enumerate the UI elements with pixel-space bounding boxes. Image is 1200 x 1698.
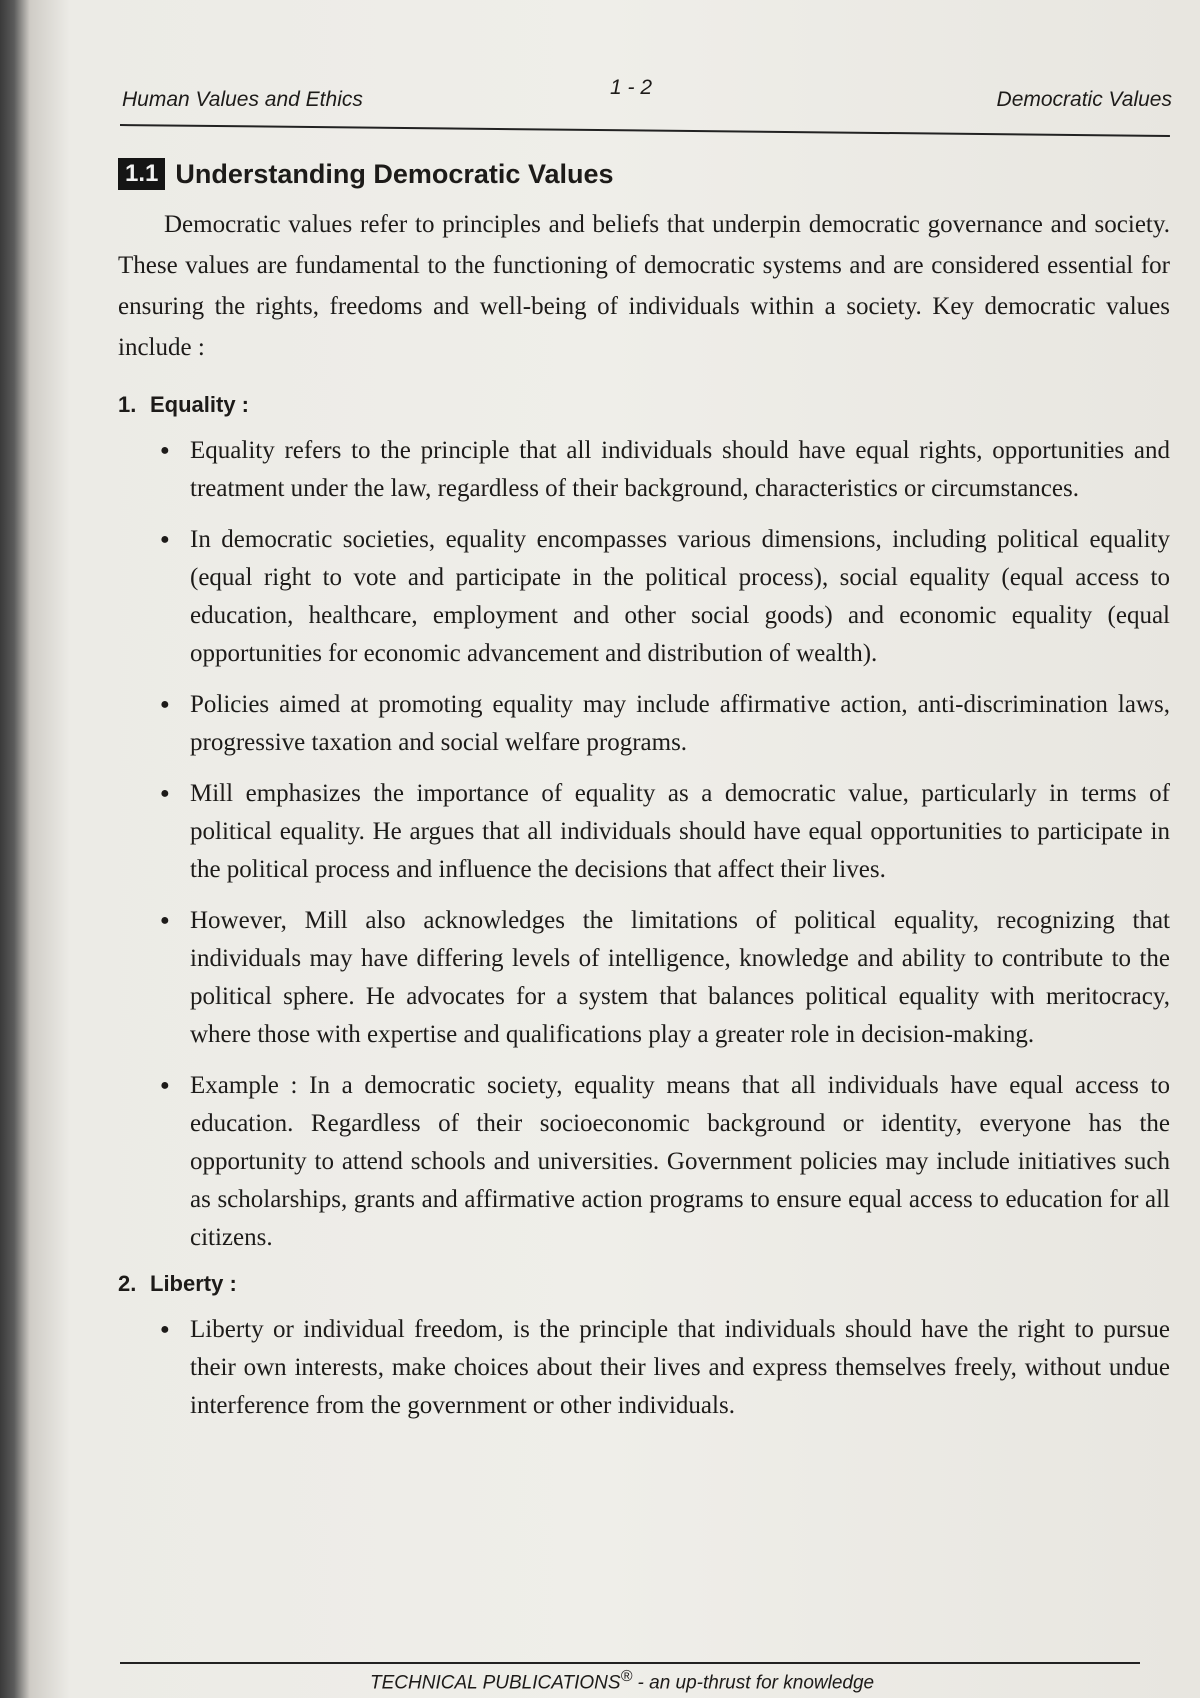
page-number: 1 - 2 bbox=[610, 76, 653, 99]
bullet-item: ● Example : In a democratic society, equality means that all individuals have equal access to education. Regardless of their socioeconomic background or identity, everyone has the opportunity to attend schools and universities. Government policies may include initiatives such as scholarships, grants and affirmative action programs to ensure equal access to education for all citizens. bbox=[168, 1067, 1170, 1257]
bullet-item: ● Liberty or individual freedom, is the principle that individuals should have the right to pursue their own interests, make choices about their lives and express themselves freely, without undue interference from the government or other individuals. bbox=[168, 1311, 1170, 1425]
item-number: 1. bbox=[118, 392, 137, 417]
section-title: Understanding Democratic Values bbox=[175, 158, 614, 189]
header-book-title: Human Values and Ethics bbox=[122, 88, 363, 111]
page-content bbox=[118, 158, 1170, 1438]
publisher-footer bbox=[370, 1668, 874, 1694]
running-header bbox=[122, 70, 1172, 130]
bullet-item: ● In democratic societies, equality encompasses various dimensions, including political equality (equal right to vote and participate in the political process), social equality (equal access to education, healthcare, employment and other social goods) and economic equality (equal opportunities for economic advancement and distribution of wealth). bbox=[168, 521, 1170, 673]
item-heading-liberty bbox=[118, 1271, 1170, 1297]
bullet-item: ● Mill emphasizes the importance of equality as a democratic value, particularly in terms of political equality. He argues that all individuals should have equal opportunities to participate in the political process and influence the decisions that affect their lives. bbox=[168, 775, 1170, 889]
section-heading bbox=[118, 158, 1170, 190]
bullet-item: ● However, Mill also acknowledges the limitations of political equality, recognizing that individuals may have differing levels of intelligence, knowledge and ability to contribute to the political sphere. He advocates for a system that balances political equality with meritocracy, where those with expertise and qualifications play a greater role in decision-making. bbox=[168, 902, 1170, 1054]
intro-paragraph: Democratic values refer to principles and beliefs that underpin democratic governance and society. These values are fundamental to the functioning of democratic systems and are considered essential for ensuring the rights, freedoms and well-being of individuals within a society. Key democratic values include : bbox=[118, 211, 1170, 361]
header-chapter-title: Democratic Values bbox=[996, 88, 1172, 111]
liberty-bullet-list bbox=[118, 1311, 1170, 1425]
section-number: 1.1 bbox=[118, 158, 165, 190]
item-title: Liberty : bbox=[150, 1271, 237, 1296]
footer-divider bbox=[120, 1662, 1140, 1664]
registered-mark: ® bbox=[620, 1668, 633, 1685]
bullet-item: ● Equality refers to the principle that all individuals should have equal rights, opportunities and treatment under the law, regardless of their background, characteristics or circumstances. bbox=[168, 432, 1170, 508]
item-number: 2. bbox=[118, 1271, 137, 1296]
equality-bullet-list bbox=[118, 432, 1170, 1257]
publisher-tagline: - an up-thrust for knowledge bbox=[632, 1672, 875, 1694]
publisher-name: TECHNICAL PUBLICATIONS bbox=[370, 1672, 621, 1694]
item-heading-equality bbox=[118, 392, 1170, 418]
item-title: Equality : bbox=[150, 392, 250, 417]
bullet-item: ● Policies aimed at promoting equality may include affirmative action, anti-discrimination laws, progressive taxation and social welfare programs. bbox=[168, 686, 1170, 762]
